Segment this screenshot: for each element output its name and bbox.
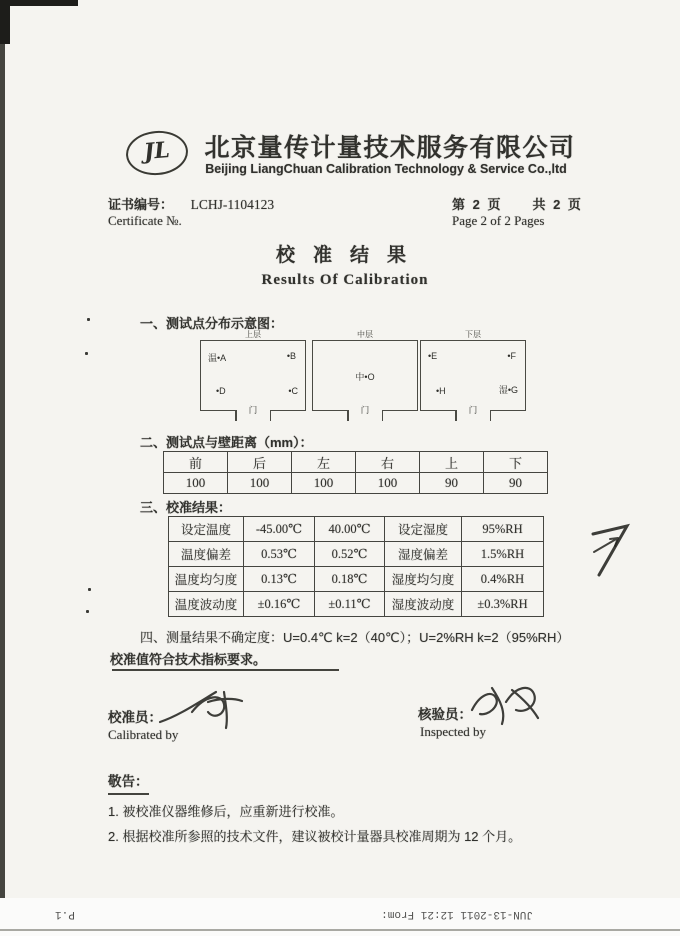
door-label: 门 xyxy=(248,405,258,415)
header-cell: 前 xyxy=(164,452,228,473)
value-cell: ±0.11℃ xyxy=(315,592,385,617)
value-cell: 100 xyxy=(356,473,420,494)
value-cell: 0.18℃ xyxy=(315,567,385,592)
scan-speck xyxy=(86,610,89,613)
section-divider-line xyxy=(112,669,339,671)
notice-item-1: 1. 被校准仪器维修后，应重新进行校准。 xyxy=(108,804,344,819)
table-row xyxy=(169,592,544,617)
header-cell: 上 xyxy=(420,452,484,473)
value-cell: 100 xyxy=(292,473,356,494)
company-logo xyxy=(124,128,190,177)
diagram-layer-bottom-label: 下层 xyxy=(465,330,481,339)
test-point-O: 中•O xyxy=(355,372,375,382)
table-row xyxy=(169,542,544,567)
header-cell: 左 xyxy=(292,452,356,473)
scan-edge-left xyxy=(0,0,5,936)
document-title-cn: 校准结果 xyxy=(275,245,424,266)
value-cell: 90 xyxy=(484,473,548,494)
inspector-signature xyxy=(466,680,542,728)
section4-conformity-line: 校准值符合技术指标要求。 xyxy=(110,652,267,667)
header-cell: 下 xyxy=(484,452,548,473)
certificate-no-value: LCHJ-1104123 xyxy=(190,197,275,212)
value-cell: 90 xyxy=(420,473,484,494)
scan-speck xyxy=(88,588,91,591)
scan-speck xyxy=(85,352,88,355)
scan-corner-top-bar xyxy=(0,0,78,6)
scan-speck xyxy=(87,318,90,321)
diagram-layer-middle xyxy=(312,330,418,415)
diagram-layer-top-label: 上层 xyxy=(245,330,261,339)
notice-item-2: 2. 根据校准所参照的技术文件，建议被校计量器具校准周期为 12 个月。 xyxy=(108,829,522,844)
door-label: 门 xyxy=(468,405,478,415)
calibrator-signature xyxy=(158,686,258,730)
test-point-F: •F xyxy=(507,351,516,361)
test-point-E: •E xyxy=(428,351,438,361)
wall-distance-table xyxy=(163,451,548,494)
calibrated-by-label-cn: 校准员： xyxy=(108,710,162,725)
test-point-G: 湿•G xyxy=(498,385,518,395)
inspected-by-label-cn: 核验员： xyxy=(418,707,472,722)
fax-header-upside-down xyxy=(0,904,680,920)
inspected-by-label-en: Inspected by xyxy=(420,724,487,739)
value-cell: 1.5%RH xyxy=(462,542,544,567)
document-title-en: Results Of Calibration xyxy=(261,272,429,288)
table-row xyxy=(169,517,544,542)
calibration-results-table xyxy=(168,516,544,617)
label-cell: 设定温度 xyxy=(169,517,244,542)
notice-heading: 敬告： xyxy=(108,770,149,795)
value-cell: 0.52℃ xyxy=(315,542,385,567)
section2-heading: 二、测试点与壁距离（mm）： xyxy=(140,435,313,450)
table-row xyxy=(164,452,548,473)
value-cell: 0.13℃ xyxy=(244,567,315,592)
label-cell: 温度均匀度 xyxy=(169,567,244,592)
test-point-D: •D xyxy=(216,386,226,396)
diagram-layer-bottom xyxy=(420,330,526,415)
label-cell: 温度偏差 xyxy=(169,542,244,567)
test-point-B: •B xyxy=(286,351,296,361)
label-cell: 湿度波动度 xyxy=(385,592,462,617)
calibrated-by-label-en: Calibrated by xyxy=(108,727,179,742)
scan-corner-top-block xyxy=(0,0,10,44)
table-row xyxy=(169,567,544,592)
certificate-no-label-cn: 证书编号： LCHJ-1104123 xyxy=(108,197,275,212)
test-point-C: •C xyxy=(288,386,298,396)
test-point-A: 温•A xyxy=(208,353,227,363)
value-cell: 100 xyxy=(228,473,292,494)
page-info-cn: 第 2 页 共 2 页 xyxy=(452,197,583,212)
header-cell: 后 xyxy=(228,452,292,473)
section1-heading: 一、测试点分布示意图： xyxy=(140,316,284,331)
value-cell: -45.00℃ xyxy=(244,517,315,542)
label-cell: 温度波动度 xyxy=(169,592,244,617)
value-cell: 0.53℃ xyxy=(244,542,315,567)
diagram-layer-top xyxy=(200,330,306,415)
value-cell: ±0.3%RH xyxy=(462,592,544,617)
certificate-no-label-en: Certificate №. xyxy=(108,213,182,228)
scan-bottom-edge-line xyxy=(0,929,680,931)
table-row xyxy=(164,473,548,494)
section3-heading: 三、校准结果： xyxy=(140,500,232,515)
value-cell: 40.00℃ xyxy=(315,517,385,542)
label-cell: 湿度偏差 xyxy=(385,542,462,567)
value-cell: 100 xyxy=(164,473,228,494)
label-cell: 湿度均匀度 xyxy=(385,567,462,592)
door-label: 门 xyxy=(360,405,370,415)
value-cell: ±0.16℃ xyxy=(244,592,315,617)
value-cell: 0.4%RH xyxy=(462,567,544,592)
test-point-H: •H xyxy=(436,386,446,396)
label-cell: 设定湿度 xyxy=(385,517,462,542)
value-cell: 95%RH xyxy=(462,517,544,542)
section4-uncertainty-line: 四、测量结果不确定度：U=0.4℃ k=2（40℃）；U=2%RH k=2（95%RH） xyxy=(140,630,570,645)
fax-timestamp: JUN-13-2011 12:21 From: xyxy=(381,908,533,920)
diagram-layer-middle-label: 中层 xyxy=(357,330,373,339)
fax-page-number: P.1 xyxy=(55,908,75,920)
company-logo-text: JL xyxy=(142,136,171,166)
handwritten-check-mark xyxy=(585,515,647,603)
header-cell: 右 xyxy=(356,452,420,473)
company-name-en: Beijing LiangChuan Calibration Technology & Service Co.,ltd xyxy=(205,162,567,176)
company-name-cn: 北京量传计量技术服务有限公司 xyxy=(204,134,576,162)
page-info-en: Page 2 of 2 Pages xyxy=(452,213,545,228)
